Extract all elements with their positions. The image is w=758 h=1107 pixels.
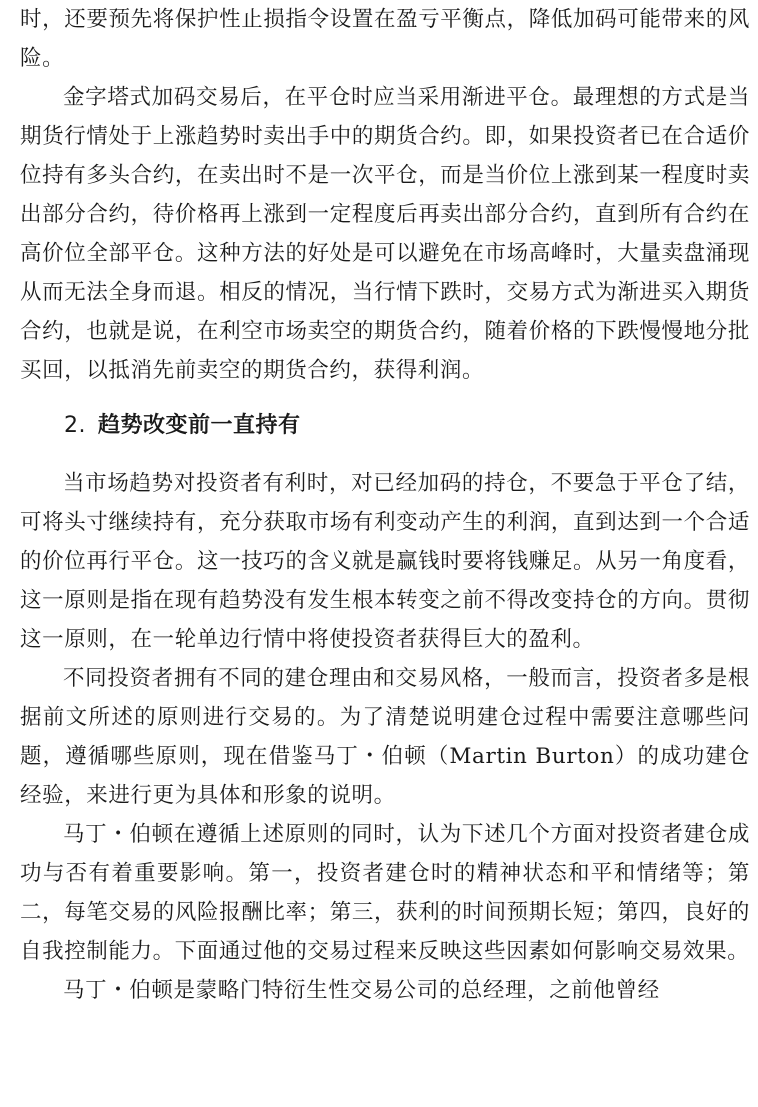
document-page — [20, 0, 750, 1107]
paragraph-burton-bio: 马丁・伯顿是蒙略门特衍生性交易公司的总经理，之前他曾经 — [63, 978, 660, 1003]
paragraph-continued: 时，还要预先将保护性止损指令设置在盈亏平衡点，降低加码可能带来的风险。 — [20, 7, 750, 71]
section-number: 2. — [64, 413, 86, 438]
paragraph-hold-position: 当市场趋势对投资者有利时，对已经加码的持仓，不要急于平仓了结，可将头寸继续持有，充分获取市场有利变动产生的利润，直到达到一个合适的价位再行平仓。这一技巧的含义就是赢钱时要将钱赚足。从另一角度看，这一原则是指在现有趋势没有发生根本转变之前不得改变持仓的方向。贯彻这一原则，在一轮单边行情中将使投资者获得巨大的盈利。 — [20, 471, 750, 652]
paragraph-gradual-closing: 金字塔式加码交易后，在平仓时应当采用渐进平仓。最理想的方式是当期货行情处于上涨趋势时卖出手中的期货合约。即，如果投资者已在合适价位持有多头合约，在卖出时不是一次平仓，而是当价位上涨到某一程度时卖出部分合约，待价格再上涨到一定程度后再卖出部分合约，直到所有合约在高价位全部平仓。这种方法的好处是可以避免在市场高峰时，大量卖盘涌现从而无法全身而退。相反的情况，当行情下跌时，交易方式为渐进买入期货合约，也就是说，在利空市场卖空的期货合约，随着价格的下跌慢慢地分批买回，以抵消先前卖空的期货合约，获得利润。 — [20, 85, 750, 383]
paragraph-martin-burton-intro: 不同投资者拥有不同的建仓理由和交易风格，一般而言，投资者多是根据前文所述的原则进行交易的。为了清楚说明建仓过程中需要注意哪些问题，遵循哪些原则，现在借鉴马丁・伯顿（Martin Burton）的成功建仓经验，来进行更为具体和形象的说明。 — [20, 666, 750, 808]
paragraph-factors: 马丁・伯顿在遵循上述原则的同时，认为下述几个方面对投资者建仓成功与否有着重要影响。第一，投资者建仓时的精神状态和平和情绪等；第二，每笔交易的风险报酬比率；第三，获利的时间预期长短；第四，良好的自我控制能力。下面通过他的交易过程来反映这些因素如何影响交易效果。 — [20, 822, 750, 964]
section-title: 趋势改变前一直持有 — [98, 413, 301, 438]
section-heading — [20, 406, 750, 446]
